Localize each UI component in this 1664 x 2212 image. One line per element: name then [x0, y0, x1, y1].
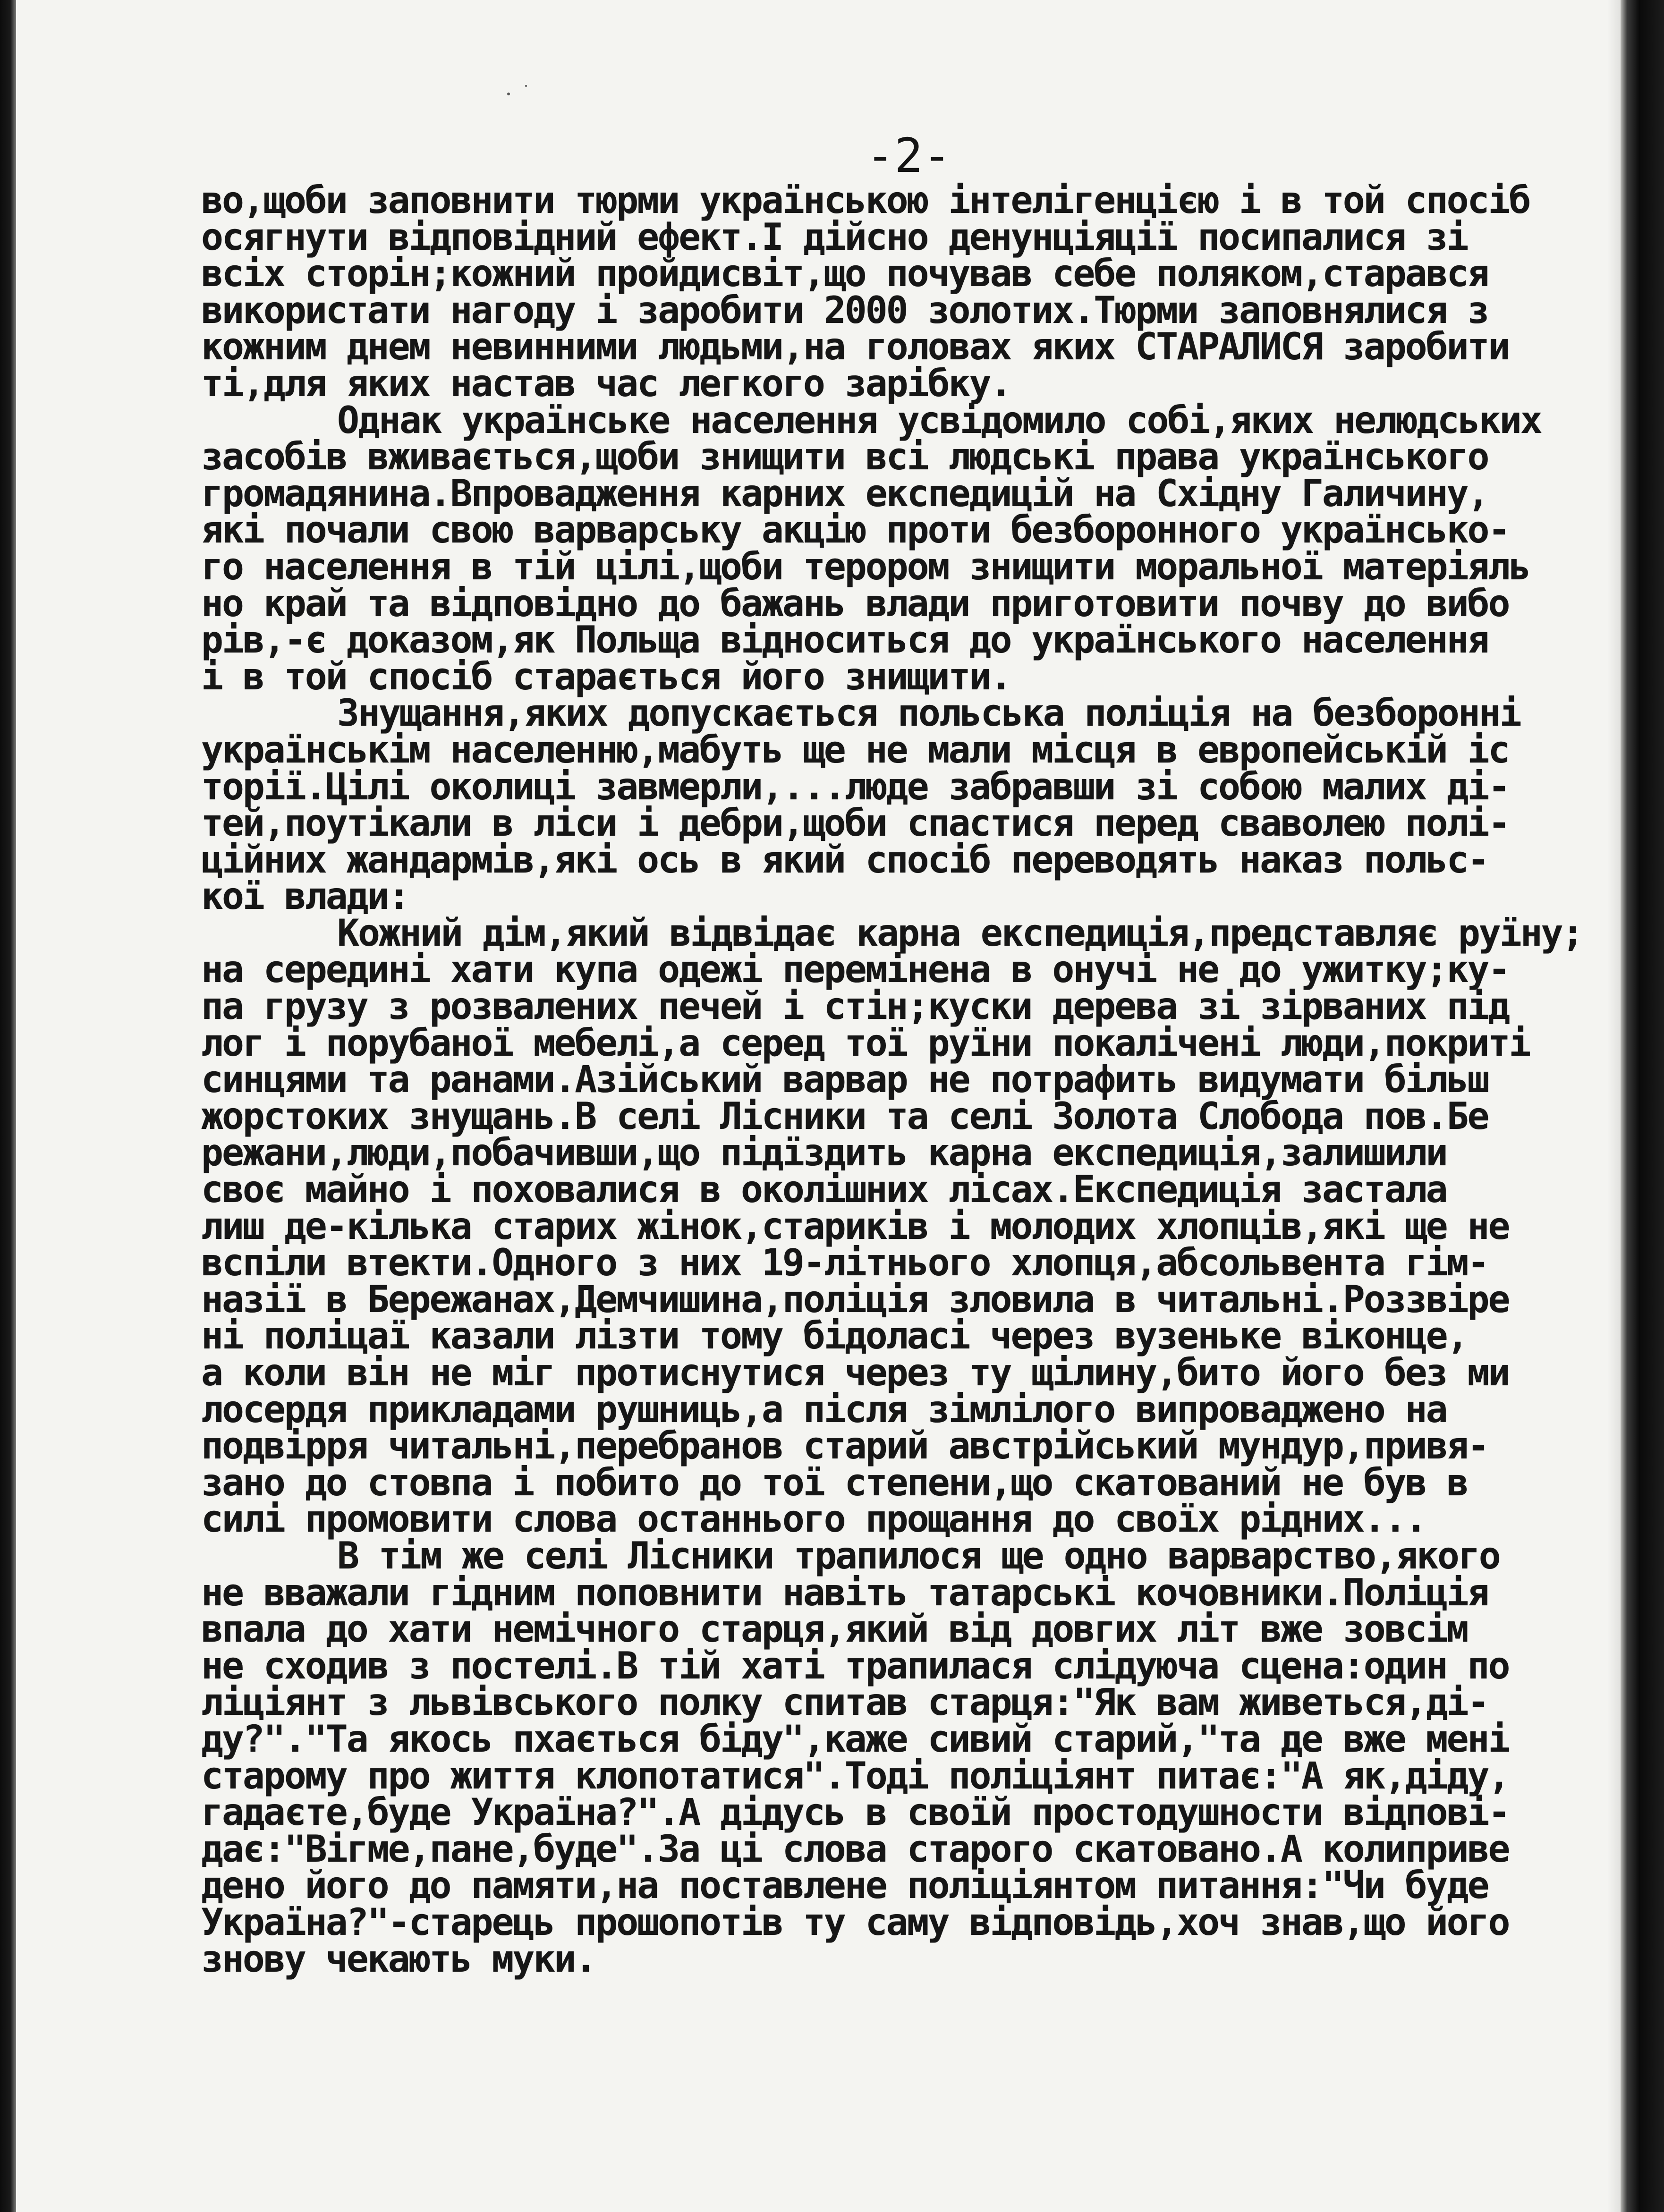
text-line: лог і порубаної мебелі,а серед тої руїни покалічені люди,покриті: [201, 1022, 1530, 1065]
scan-border-right: [1621, 0, 1664, 2212]
text-line: синцями та ранами.Азійський варвар не потрафить видумати більш: [201, 1059, 1488, 1102]
scan-speck: [525, 85, 527, 87]
text-line: ні поліцаї казали лізти тому бідоласі через вузеньке віконце,: [201, 1315, 1468, 1358]
text-line: ті,для яких настав час легкого зарібку.: [201, 362, 1011, 405]
text-line: не вважали гідним поповнити навіть татарські кочовники.Поліція: [201, 1571, 1488, 1614]
text-line: вспіли втекти.Одного з них 19-літнього хлопця,абсольвента гім-: [201, 1242, 1488, 1285]
text-line: не сходив з постелі.В тій хаті трапилася слідуюча сцена:один по: [201, 1644, 1509, 1687]
text-line: силі промовити слова останнього прощання до своїх рідних...: [201, 1498, 1426, 1541]
text-line: Україна?"-старець прошопотів ту саму відповідь,хоч знав,що його: [201, 1901, 1509, 1944]
text-line: громадянина.Впровадження карних експедицій на Східну Галичину,: [201, 472, 1488, 515]
text-line: ліціянт з львівського полку спитав старця:"Як вам живеться,ді-: [201, 1681, 1488, 1724]
text-line: старому про життя клопотатися".Тоді поліціянт питає:"А як,діду,: [201, 1754, 1509, 1797]
text-line: назії в Бережанах,Демчишина,поліція зловила в читальні.Роззвіре: [201, 1278, 1509, 1321]
paragraph-start-line: Кожний дім,який відвідає карна експедиція,представляє руїну;: [337, 912, 1583, 955]
paragraph-start-line: В тім же селі Лісники трапилося ще одно варварство,якого: [337, 1534, 1500, 1577]
text-line: лиш де-кілька старих жінок,стариків і молодих хлопців,які ще не: [201, 1205, 1509, 1248]
text-line: кожним днем невинними людьми,на головах яких СТАРАЛИСЯ заробити: [201, 326, 1509, 369]
text-line: гадаєте,буде Україна?".А дідусь в своїй простодушности відпові-: [201, 1791, 1509, 1834]
text-line: кої влади:: [201, 875, 409, 918]
text-line: ду?"."Та якось пхається біду",каже сивий старий,"та де вже мені: [201, 1718, 1509, 1761]
text-line: го населення в тій цілі,щоби терором знищити моральної матеріяль: [201, 545, 1530, 588]
text-line: жорстоких знущань.В селі Лісники та селі Золота Слобода пов.Бе: [201, 1095, 1488, 1138]
text-line: лосердя прикладами рушниць,а після зімлілого випроваджено на: [201, 1388, 1447, 1431]
page-number: -2-: [866, 128, 951, 183]
text-line: ційних жандармів,які ось в який спосіб переводять наказ польс-: [201, 839, 1488, 881]
text-line: засобів вживається,щоби знищити всі людські права українського: [201, 436, 1488, 479]
text-line: осягнути відповідний ефект.І дійсно денунціяції посипалися зі: [201, 216, 1468, 259]
text-line: дає:"Вігме,пане,буде".За ці слова старого скатовано.А колиприве: [201, 1828, 1509, 1871]
text-line: тей,поутікали в ліси і дебри,щоби спастися перед сваволею полі-: [201, 802, 1509, 845]
text-line: впала до хати немічного старця,який від довгих літ вже зовсім: [201, 1608, 1468, 1651]
text-line: но край та відповідно до бажань влади приготовити почву до вибо: [201, 582, 1509, 625]
text-line: а коли він не міг протиснутися через ту щілину,бито його без ми: [201, 1352, 1509, 1394]
document-page: [16, 0, 1607, 2212]
text-line: своє майно і поховалися в околішних лісах.Експедиція застала: [201, 1169, 1447, 1212]
text-line: і в той спосіб старається його знищити.: [201, 655, 1011, 698]
text-line: які почали свою варварську акцію проти безборонного українсько-: [201, 509, 1509, 552]
scan-border-left: [0, 0, 16, 2212]
text-line: українськім населенню,мабуть ще не мали місця в европейській іс: [201, 729, 1509, 771]
scan-speck: [507, 93, 510, 95]
paragraph-start-line: Знущання,яких допускається польська поліція на безборонні: [337, 692, 1520, 735]
text-line: всіх сторін;кожний пройдисвіт,що почував себе поляком,старався: [201, 253, 1488, 296]
text-line: на середині хати купа одежі перемінена в онучі не до ужитку;ку-: [201, 949, 1509, 992]
text-line: во,щоби заповнити тюрми українською інтелігенцією і в той спосіб: [201, 179, 1530, 222]
text-line: зано до стовпа і побито до тої степени,що скатований не був в: [201, 1461, 1468, 1504]
text-line: торії.Цілі околиці завмерли,...люде забравши зі собою малих ді-: [201, 765, 1509, 808]
text-line: подвірря читальні,перебранов старий австрійський мундур,привя-: [201, 1425, 1488, 1468]
body-text: [201, 179, 1611, 1981]
text-line: дено його до памяти,на поставлене поліціянтом питання:"Чи буде: [201, 1865, 1488, 1907]
paragraph-start-line: Однак українське населення усвідомило собі,яких нелюдських: [337, 399, 1541, 442]
text-line: використати нагоду і заробити 2000 золотих.Тюрми заповнялися з: [201, 289, 1488, 332]
text-line: знову чекають муки.: [201, 1938, 596, 1981]
text-line: режани,люди,побачивши,що підїздить карна експедиція,залишили: [201, 1132, 1447, 1175]
text-line: па грузу з розвалених печей і стін;куски дерева зі зірваних під: [201, 985, 1509, 1028]
text-line: рів,-є доказом,як Польща відноситься до українського населення: [201, 619, 1488, 662]
